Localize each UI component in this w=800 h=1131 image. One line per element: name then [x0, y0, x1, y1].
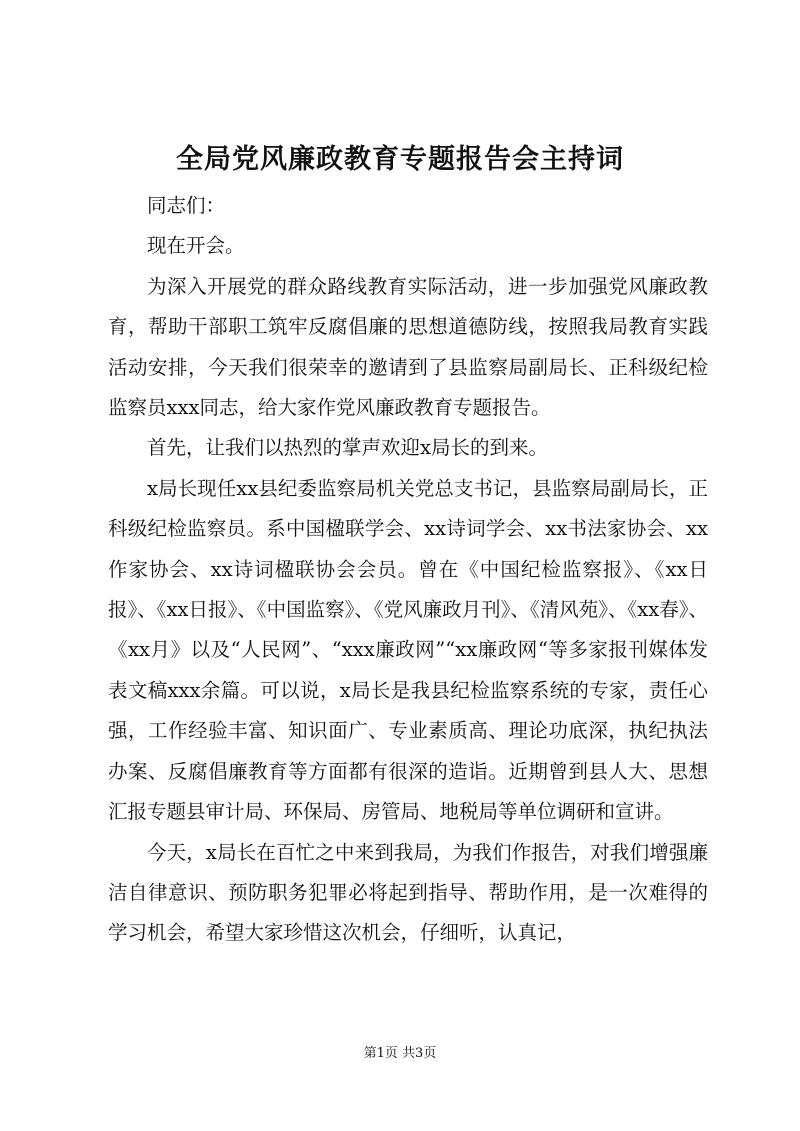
salutation-paragraph: 同志们：: [147, 194, 226, 217]
closing-paragraph: 今天，x局长在百忙之中来到我局，为我们作报告，对我们增强廉洁自律意识、预防职务犯罪必将起到指导、帮助作用，是一次难得的学习机会，希望大家珍惜这次机会，仔细听，认真记，: [108, 840, 708, 945]
opening-paragraph: 现在开会。: [147, 234, 245, 258]
document-body: [108, 186, 708, 954]
page-footer: 第1页 共3页: [363, 1046, 437, 1061]
document-title: 全局党风廉政教育专题报告会主持词: [176, 144, 624, 175]
purpose-paragraph: 为深入开展党的群众路线教育实际活动，进一步加强党风廉政教育，帮助干部职工筑牢反腐倡廉的思想道德防线，按照我局教育实践活动安排，今天我们很荣幸的邀请到了县监察局副局长、正科级纪检监察员xxx同志，给大家作党风廉政教育专题报告。: [108, 274, 708, 420]
speaker-intro-paragraph: x局长现任xx县纪委监察局机关党总支书记，县监察局副局长，正科级纪检监察员。系中国楹联学会、xx诗词学会、xx书法家协会、xx作家协会、xx诗词楹联协会会员。曾在《中国纪检监察报》、《xx日报》、《xx日报》、《中国监察》、《党风廉政月刊》、《清风苑》、《xx春》、《xx月》以及“人民网”、“xxx廉政网”“xx廉政网“等多家报刊媒体发表文稿xxx余篇。可以说，x局长是我县纪检监察系统的专家，责任心强，工作经验丰富、知识面广、专业素质高、理论功底深，执纪执法办案、反腐倡廉教育等方面都有很深的造诣。近期曾到县人大、思想汇报专题县审计局、环保局、房管局、地税局等单位调研和宣讲。: [108, 476, 708, 824]
welcome-paragraph: 首先，让我们以热烈的掌声欢迎x局长的到来。: [147, 436, 548, 460]
